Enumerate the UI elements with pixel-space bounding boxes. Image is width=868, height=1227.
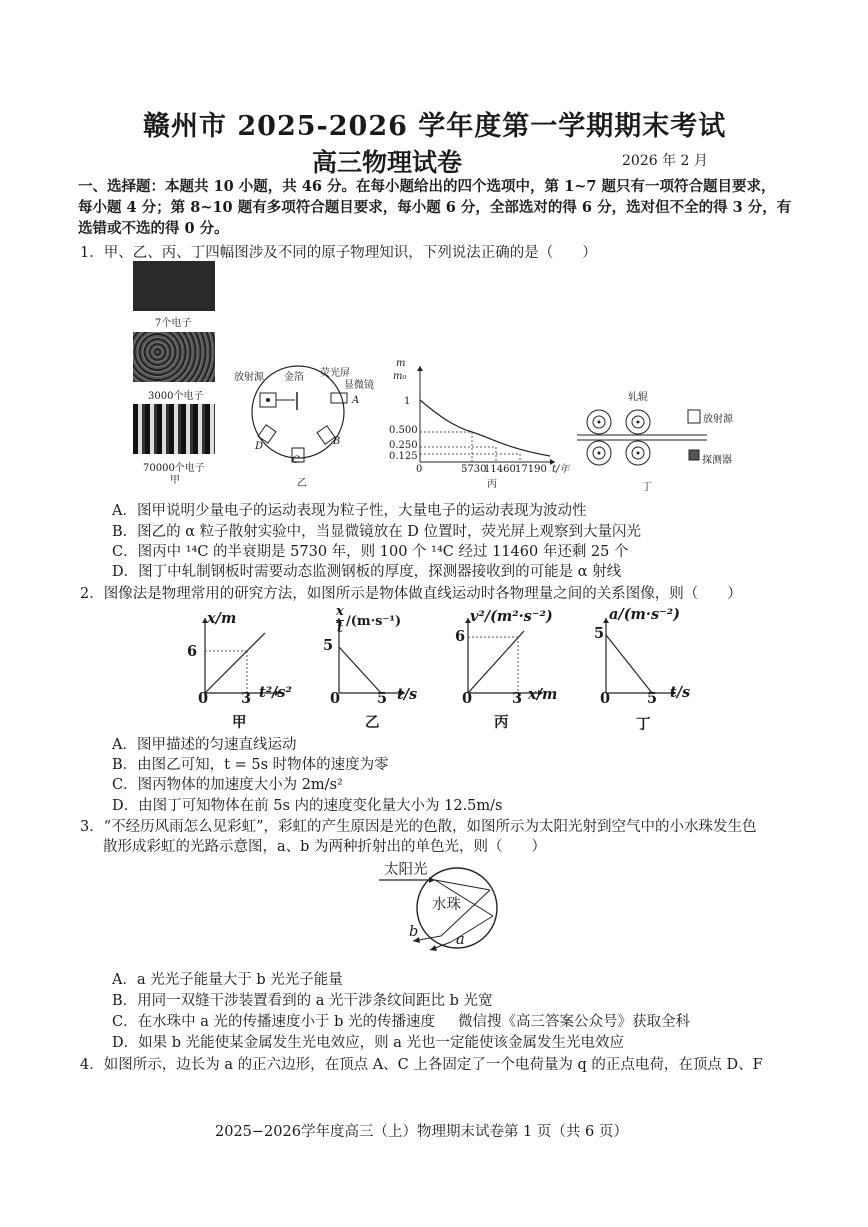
label-pos-b: B bbox=[333, 436, 341, 447]
graph-ding-xlabel: t/s bbox=[670, 684, 691, 701]
graph-yi-ylabel-unit: /(m·s⁻¹) bbox=[346, 614, 402, 629]
section-instructions-line1: 一、选择题：本题共 10 小题，共 46 分。在每小题给出的四个选项中，第 1~7 题只有一项符合题目要求， bbox=[78, 178, 776, 195]
graph-jia-xlabel: t²/s² bbox=[259, 684, 292, 701]
graph-jia-xval: 3 bbox=[241, 690, 252, 707]
graph-yi-ylabel-den: t bbox=[337, 621, 344, 636]
graph-ding-yval: 5 bbox=[594, 625, 605, 642]
bing-x-0: 0 bbox=[416, 464, 423, 475]
graph-bing-origin: 0 bbox=[462, 690, 473, 707]
q2-option-b: B．由图乙可知，t = 5s 时物体的速度为零 bbox=[112, 757, 389, 773]
q3-option-b: B．用同一双缝干涉装置看到的 a 光干涉条纹间距比 b 光宽 bbox=[112, 993, 493, 1009]
label-pos-a: A bbox=[352, 395, 360, 406]
graph-bing-ylabel: v²/(m²·s⁻²) bbox=[470, 608, 553, 625]
label-pos-d: D bbox=[255, 441, 264, 452]
q1-option-d: D．图丁中轧制钢板时需要动态监测钢板的厚度，探测器接收到的可能是 α 射线 bbox=[112, 564, 622, 580]
figure-label-bing: 丙 bbox=[487, 479, 497, 490]
q3-stem-line2: 散形成彩虹的光路示意图，a、b 为两种折射出的单色光，则（ ） bbox=[103, 839, 547, 855]
graph-yi-origin: 0 bbox=[330, 690, 341, 707]
exam-subtitle: 高三物理试卷 bbox=[312, 148, 463, 177]
watermark-text: 微信搜《高三答案公众号》获取全科 bbox=[458, 1014, 690, 1030]
bing-ylabel-num: m bbox=[396, 358, 406, 369]
bing-x-17190: 17190 bbox=[515, 464, 547, 475]
graph-jia-yval: 6 bbox=[187, 643, 198, 660]
label-pos-c: C bbox=[292, 455, 300, 466]
caption-7-electrons: 7个电子 bbox=[155, 318, 192, 329]
q1-figure-bing bbox=[410, 362, 560, 472]
section-instructions-line3: 选错或不选的得 0 分。 bbox=[78, 220, 229, 237]
label-sunlight: 太阳光 bbox=[384, 862, 428, 878]
bing-ylabel-den: m₀ bbox=[393, 371, 407, 382]
q1-figure-ding bbox=[577, 400, 717, 475]
section-instructions-line2: 每小题 4 分；第 8~10 题有多项符合题目要求，每小题 6 分，全部选对的得 6 分，选对但不全的得 3 分，有 bbox=[78, 199, 792, 216]
bing-y-0250: 0.250 bbox=[389, 440, 418, 451]
label-ding-source: 放射源 bbox=[703, 414, 733, 425]
label-ray-a: a bbox=[456, 932, 465, 948]
q1-option-c: C．图丙中 ¹⁴C 的半衰期是 5730 年，则 100 个 ¹⁴C 经过 11460 年还剩 25 个 bbox=[112, 544, 629, 560]
graph-bing-yval: 6 bbox=[455, 628, 466, 645]
graph-yi-ylabel-num: x bbox=[336, 604, 344, 619]
figure-label-jia: 甲 bbox=[170, 475, 180, 486]
q1-option-a: A．图甲说明少量电子的运动表现为粒子性，大量电子的运动表现为波动性 bbox=[112, 503, 587, 519]
graph-yi-label: 乙 bbox=[365, 714, 380, 731]
q3-stem-line1: 3．“不经历风雨怎么见彩虹”，彩虹的产生原因是光的色散，如图所示为太阳光射到空气中的小水珠发生色 bbox=[80, 819, 757, 835]
label-screen: 荧光屏 bbox=[320, 368, 350, 379]
label-source: 放射源 bbox=[234, 372, 264, 383]
electron-image-3000 bbox=[133, 332, 215, 382]
graph-jia-label: 甲 bbox=[232, 714, 247, 731]
q3-option-a: A．a 光光子能量大于 b 光光子能量 bbox=[112, 972, 343, 988]
caption-3000-electrons: 3000个电子 bbox=[148, 391, 204, 402]
label-water-drop: 水珠 bbox=[432, 897, 461, 913]
label-ray-b: b bbox=[409, 924, 419, 940]
graph-jia-ylabel: x/m bbox=[207, 610, 237, 627]
graph-ding-label: 丁 bbox=[636, 716, 651, 733]
exam-date: 2026 年 2 月 bbox=[622, 153, 708, 169]
caption-70000-electrons: 70000个电子 bbox=[143, 463, 205, 474]
graph-ding-xval: 5 bbox=[647, 690, 658, 707]
q4-stem: 4．如图所示，边长为 a 的正六边形，在顶点 A、C 上各固定了一个电荷量为 q 的正点电荷，在顶点 D、F bbox=[80, 1057, 763, 1073]
q1-option-b: B．图乙的 α 粒子散射实验中，当显微镜放在 D 位置时，荧光屏上观察到大量闪光 bbox=[112, 524, 642, 540]
exam-title: 赣州市 2025-2026 学年度第一学期期末考试 bbox=[143, 111, 727, 142]
figure-label-ding: 丁 bbox=[642, 482, 652, 493]
bing-x-11460: 11460 bbox=[484, 464, 516, 475]
q3-option-c: C．在水珠中 a 光的传播速度小于 b 光的传播速度 bbox=[112, 1014, 435, 1030]
graph-bing-label: 丙 bbox=[494, 714, 509, 731]
graph-yi-xlabel: t/s bbox=[397, 686, 418, 703]
electron-image-7 bbox=[133, 261, 215, 311]
graph-bing-xval: 3 bbox=[512, 690, 523, 707]
q2-option-c: C．图丙物体的加速度大小为 2m/s² bbox=[112, 777, 343, 793]
figure-label-yi: 乙 bbox=[297, 478, 307, 489]
electron-image-70000 bbox=[133, 404, 215, 454]
label-roller: 轧辊 bbox=[628, 392, 648, 403]
graph-yi-xval: 5 bbox=[377, 690, 388, 707]
graph-ding-origin: 0 bbox=[600, 690, 611, 707]
bing-y-0500: 0.500 bbox=[389, 425, 418, 436]
bing-x-unit: t/年 bbox=[552, 464, 570, 475]
q2-option-d: D．由图丁可知物体在前 5s 内的速度变化量大小为 12.5m/s bbox=[112, 798, 503, 814]
page-footer: 2025−2026学年度高三（上）物理期末试卷第 1 页（共 6 页） bbox=[215, 1124, 628, 1140]
graph-yi-yval: 5 bbox=[323, 637, 334, 654]
bing-x-5730: 5730 bbox=[461, 464, 487, 475]
graph-ding-ylabel: a/(m·s⁻²) bbox=[609, 606, 680, 623]
graph-jia-origin: 0 bbox=[198, 690, 209, 707]
graph-bing-xlabel: x/m bbox=[528, 686, 558, 703]
q2-option-a: A．图甲描述的匀速直线运动 bbox=[112, 737, 297, 753]
label-foil: 金箔 bbox=[284, 372, 304, 383]
q1-stem: 1．甲、乙、丙、丁四幅图涉及不同的原子物理知识，下列说法正确的是（ ） bbox=[80, 245, 597, 261]
q3-option-d: D．如果 b 光能使某金属发生光电效应，则 a 光也一定能使该金属发生光电效应 bbox=[112, 1035, 624, 1051]
q2-graph-ding bbox=[596, 615, 681, 700]
bing-y-1: 1 bbox=[404, 396, 411, 407]
q2-stem: 2．图像法是物理常用的研究方法，如图所示是物体做直线运动时各物理量之间的关系图像，则（ ） bbox=[80, 586, 742, 602]
bing-y-0125: 0.125 bbox=[389, 451, 418, 462]
label-microscope: 显微镜 bbox=[344, 380, 374, 391]
label-detector: 探测器 bbox=[702, 455, 732, 466]
